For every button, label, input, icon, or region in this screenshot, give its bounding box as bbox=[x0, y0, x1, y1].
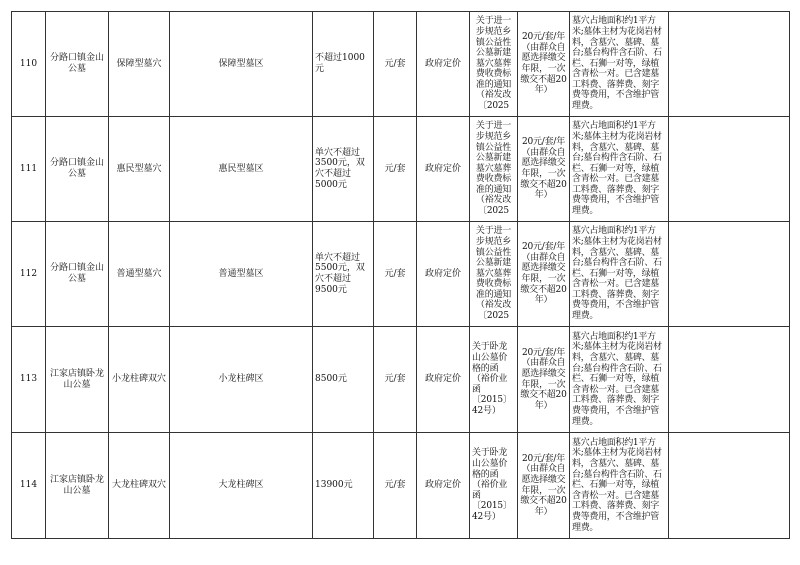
grave-type: 惠民型墓穴 bbox=[109, 117, 170, 222]
price-cell: 不超过1000元 bbox=[313, 12, 374, 117]
policy-document: 关于进一步规范乡镇公益性公墓新建墓穴墓葬费收费标准的通知（裕发改〔2025 bbox=[470, 12, 518, 117]
empty-cell bbox=[669, 12, 790, 117]
price-table bbox=[11, 11, 790, 539]
empty-cell bbox=[669, 222, 790, 327]
pricing-method: 政府定价 bbox=[417, 327, 470, 433]
table-row bbox=[12, 222, 790, 327]
grave-area: 保障型墓区 bbox=[170, 12, 313, 117]
grave-type: 普通型墓穴 bbox=[109, 222, 170, 327]
unit-cell: 元/套 bbox=[374, 12, 417, 117]
unit-cell: 元/套 bbox=[374, 327, 417, 433]
price-cell: 8500元 bbox=[313, 327, 374, 433]
grave-area: 普通型墓区 bbox=[170, 222, 313, 327]
remarks-cell: 墓穴占地面积约1平方米;墓体主材为花岗岩材料，含墓穴、墓碑、墓台;墓台构件含石阶、石栏、石狮一对等，绿植含青松一对。已含建墓工料费、落葬费、刻字费等费用，不含维护管理费。 bbox=[570, 222, 669, 327]
cemetery-name: 分路口镇金山公墓 bbox=[46, 12, 109, 117]
unit-cell: 元/套 bbox=[374, 433, 417, 539]
empty-cell bbox=[669, 117, 790, 222]
policy-document: 关于卧龙山公墓价格的函（裕价业函〔2015〕42号） bbox=[470, 433, 518, 539]
row-number: 114 bbox=[12, 433, 46, 539]
row-number: 111 bbox=[12, 117, 46, 222]
policy-document: 关于进一步规范乡镇公益性公墓新建墓穴墓葬费收费标准的通知（裕发改〔2025 bbox=[470, 117, 518, 222]
grave-type: 保障型墓穴 bbox=[109, 12, 170, 117]
table-row bbox=[12, 117, 790, 222]
pricing-method: 政府定价 bbox=[417, 12, 470, 117]
row-number: 110 bbox=[12, 12, 46, 117]
row-number: 113 bbox=[12, 327, 46, 433]
row-number: 112 bbox=[12, 222, 46, 327]
table-row bbox=[12, 433, 790, 539]
maintenance-fee: 20元/套/年（由群众自愿选择缴交年限，一次缴交不超20年） bbox=[518, 12, 570, 117]
maintenance-fee: 20元/套/年（由群众自愿选择缴交年限，一次缴交不超20年） bbox=[518, 327, 570, 433]
grave-type: 大龙柱碑双穴 bbox=[109, 433, 170, 539]
cemetery-name: 分路口镇金山公墓 bbox=[46, 222, 109, 327]
remarks-cell: 墓穴占地面积约1平方米;墓体主材为花岗岩材料，含墓穴、墓碑、墓台;墓台构件含石阶、石栏、石狮一对等，绿植含青松一对。已含建墓工料费、落葬费、刻字费等费用，不含维护管理费。 bbox=[570, 327, 669, 433]
grave-area: 小龙柱碑区 bbox=[170, 327, 313, 433]
pricing-method: 政府定价 bbox=[417, 433, 470, 539]
policy-document: 关于卧龙山公墓价格的函（裕价业函〔2015〕42号） bbox=[470, 327, 518, 433]
grave-area: 惠民型墓区 bbox=[170, 117, 313, 222]
remarks-cell: 墓穴占地面积约1平方米;墓体主材为花岗岩材料，含墓穴、墓碑、墓台;墓台构件含石阶、石栏、石狮一对等，绿植含青松一对。已含建墓工料费、落葬费、刻字费等费用，不含维护管理费。 bbox=[570, 117, 669, 222]
empty-cell bbox=[669, 433, 790, 539]
cemetery-name: 分路口镇金山公墓 bbox=[46, 117, 109, 222]
grave-area: 大龙柱碑区 bbox=[170, 433, 313, 539]
cemetery-name: 江家店镇卧龙山公墓 bbox=[46, 327, 109, 433]
grave-type: 小龙柱碑双穴 bbox=[109, 327, 170, 433]
cemetery-name: 江家店镇卧龙山公墓 bbox=[46, 433, 109, 539]
pricing-method: 政府定价 bbox=[417, 117, 470, 222]
maintenance-fee: 20元/套/年（由群众自愿选择缴交年限，一次缴交不超20年） bbox=[518, 117, 570, 222]
policy-document: 关于进一步规范乡镇公益性公墓新建墓穴墓葬费收费标准的通知（裕发改〔2025 bbox=[470, 222, 518, 327]
unit-cell: 元/套 bbox=[374, 117, 417, 222]
table-row bbox=[12, 12, 790, 117]
remarks-cell: 墓穴占地面积约1平方米;墓体主材为花岗岩材料，含墓穴、墓碑、墓台;墓台构件含石阶、石栏、石狮一对等，绿植含青松一对。已含建墓工料费、落葬费、刻字费等费用，不含维护管理费。 bbox=[570, 12, 669, 117]
price-cell: 单穴不超过3500元，双穴不超过5000元 bbox=[313, 117, 374, 222]
maintenance-fee: 20元/套/年（由群众自愿选择缴交年限，一次缴交不超20年） bbox=[518, 222, 570, 327]
remarks-cell: 墓穴占地面积约1平方米;墓体主材为花岗岩材料，含墓穴、墓碑、墓台;墓台构件含石阶、石栏、石狮一对等，绿植含青松一对。已含建墓工料费、落葬费、刻字费等费用，不含维护管理费。 bbox=[570, 433, 669, 539]
price-cell: 单穴不超过5500元，双穴不超过9500元 bbox=[313, 222, 374, 327]
empty-cell bbox=[669, 327, 790, 433]
pricing-method: 政府定价 bbox=[417, 222, 470, 327]
price-cell: 13900元 bbox=[313, 433, 374, 539]
maintenance-fee: 20元/套/年（由群众自愿选择缴交年限，一次缴交不超20年） bbox=[518, 433, 570, 539]
unit-cell: 元/套 bbox=[374, 222, 417, 327]
table-row bbox=[12, 327, 790, 433]
